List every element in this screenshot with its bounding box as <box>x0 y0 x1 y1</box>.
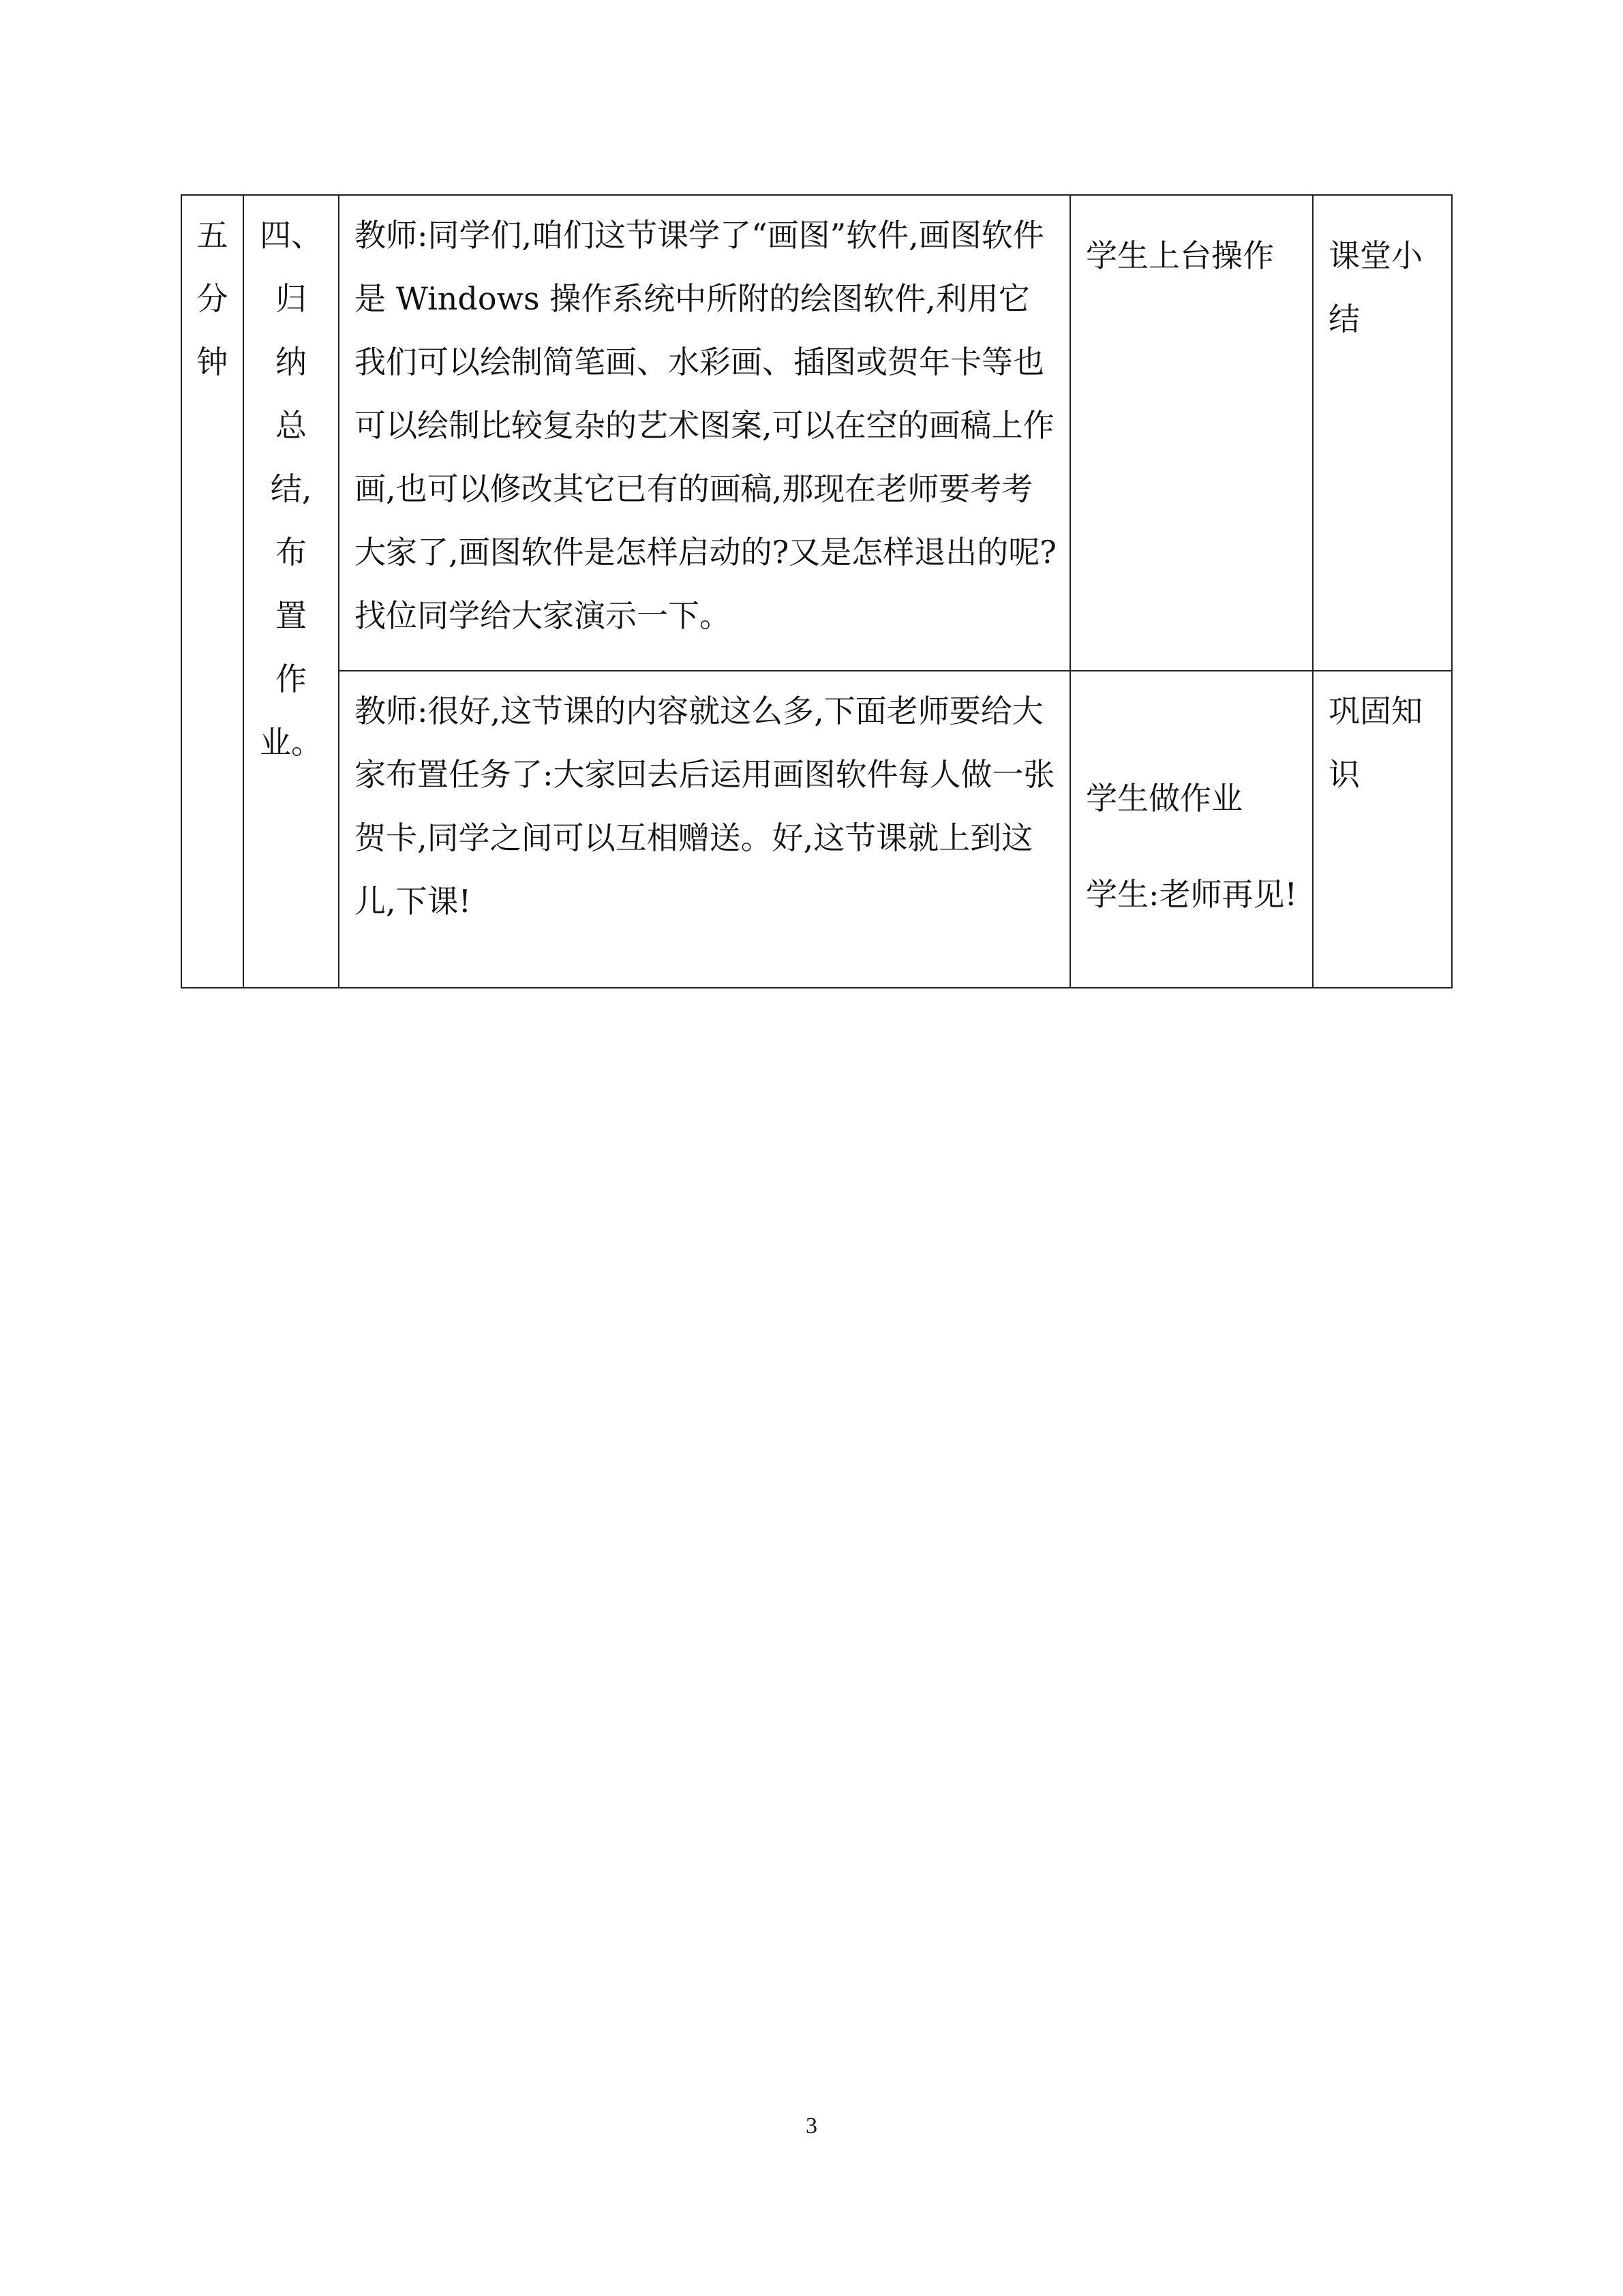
student-activity-cell <box>1070 671 1313 988</box>
design-intent-text: 课堂小结 <box>1329 237 1423 337</box>
lesson-plan-table <box>181 194 1453 988</box>
teacher-activity-cell <box>339 195 1070 671</box>
stage-text: 四、 归 纳 总 结, 布 置 作 业。 <box>260 217 322 761</box>
table-row <box>181 195 1452 671</box>
teacher-activity-text: 教师:同学们,咱们这节课学了“画图”软件,画图软件是 Windows 操作系统中所附的绘图软件,利用它我们可以绘制简笔画、水彩画、插图或贺年卡等也可以绘制比较复杂的艺术图案,可以在空的画稿上作画,也可以修改其它已有的画稿,那现在老师要考考大家了,画图软件是怎样启动的?又是怎样退出的呢?找位同学给大家演示一下。 <box>354 217 1057 634</box>
design-intent-text: 巩固知识 <box>1329 693 1423 793</box>
time-cell <box>181 195 243 988</box>
student-activity-text: 学生做作业 <box>1086 780 1243 817</box>
stage-cell <box>243 195 339 988</box>
teacher-activity-cell <box>339 671 1070 988</box>
design-intent-cell <box>1313 195 1452 671</box>
table-row <box>181 671 1452 988</box>
page-number: 3 <box>806 2113 817 2139</box>
student-activity-text: 学生上台操作 <box>1086 237 1274 274</box>
design-intent-cell <box>1313 671 1452 988</box>
student-activity-cell <box>1070 195 1313 671</box>
student-activity-text: 学生:老师再见! <box>1086 876 1297 913</box>
time-text: 五 分 钟 <box>196 217 228 380</box>
teacher-activity-text: 教师:很好,这节课的内容就这么多,下面老师要给大家布置任务了:大家回去后运用画图软件每人做一张贺卡,同学之间可以互相赠送。好,这节课就上到这儿,下课! <box>354 693 1055 920</box>
